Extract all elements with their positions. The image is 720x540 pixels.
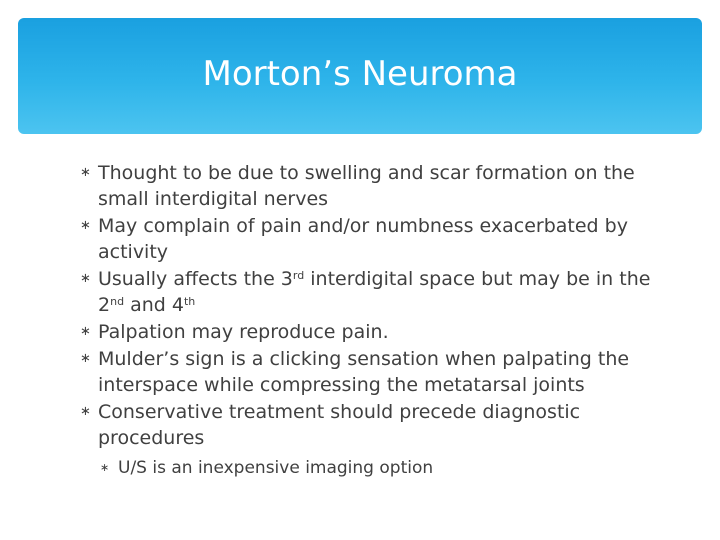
bullet-list [80,160,680,481]
slide-title: Morton’s Neuroma [202,54,518,94]
bullet-text: Mulder’s sign is a clicking sensation when palpating the interspace while compressing the metatarsal joints [98,348,630,396]
bullet-text-part: interdigital space but may be in the 2 [98,268,651,316]
sub-bullet-text: U/S is an inexpensive imaging option [118,458,434,478]
bullet-item [80,319,680,345]
sub-bullet-item [80,456,680,480]
asterisk-bullet-icon: ∗ [100,461,110,474]
bullet-item [80,399,680,451]
bullet-text-part: and 4 [124,294,184,316]
bullet-item [80,346,680,398]
asterisk-bullet-icon: ∗ [80,165,91,180]
asterisk-bullet-icon: ∗ [80,218,91,233]
bullet-text-part: Usually affects the 3 [98,268,293,290]
bullet-item [80,160,680,212]
bullet-text: May complain of pain and/or numbness exacerbated by activity [98,215,628,263]
asterisk-bullet-icon: ∗ [80,324,91,339]
bullet-text: Thought to be due to swelling and scar formation on the small interdigital nerves [98,162,635,210]
asterisk-bullet-icon: ∗ [80,404,91,419]
bullet-item [80,266,680,318]
ordinal-suffix: rd [292,269,305,282]
ordinal-suffix: th [183,295,196,308]
ordinal-suffix: nd [110,295,125,308]
asterisk-bullet-icon: ∗ [80,351,91,366]
bullet-text: Palpation may reproduce pain. [98,321,389,343]
bullet-text: Conservative treatment should precede diagnostic procedures [98,401,581,449]
bullet-text [98,268,650,316]
asterisk-bullet-icon: ∗ [80,271,91,286]
bullet-item [80,213,680,265]
